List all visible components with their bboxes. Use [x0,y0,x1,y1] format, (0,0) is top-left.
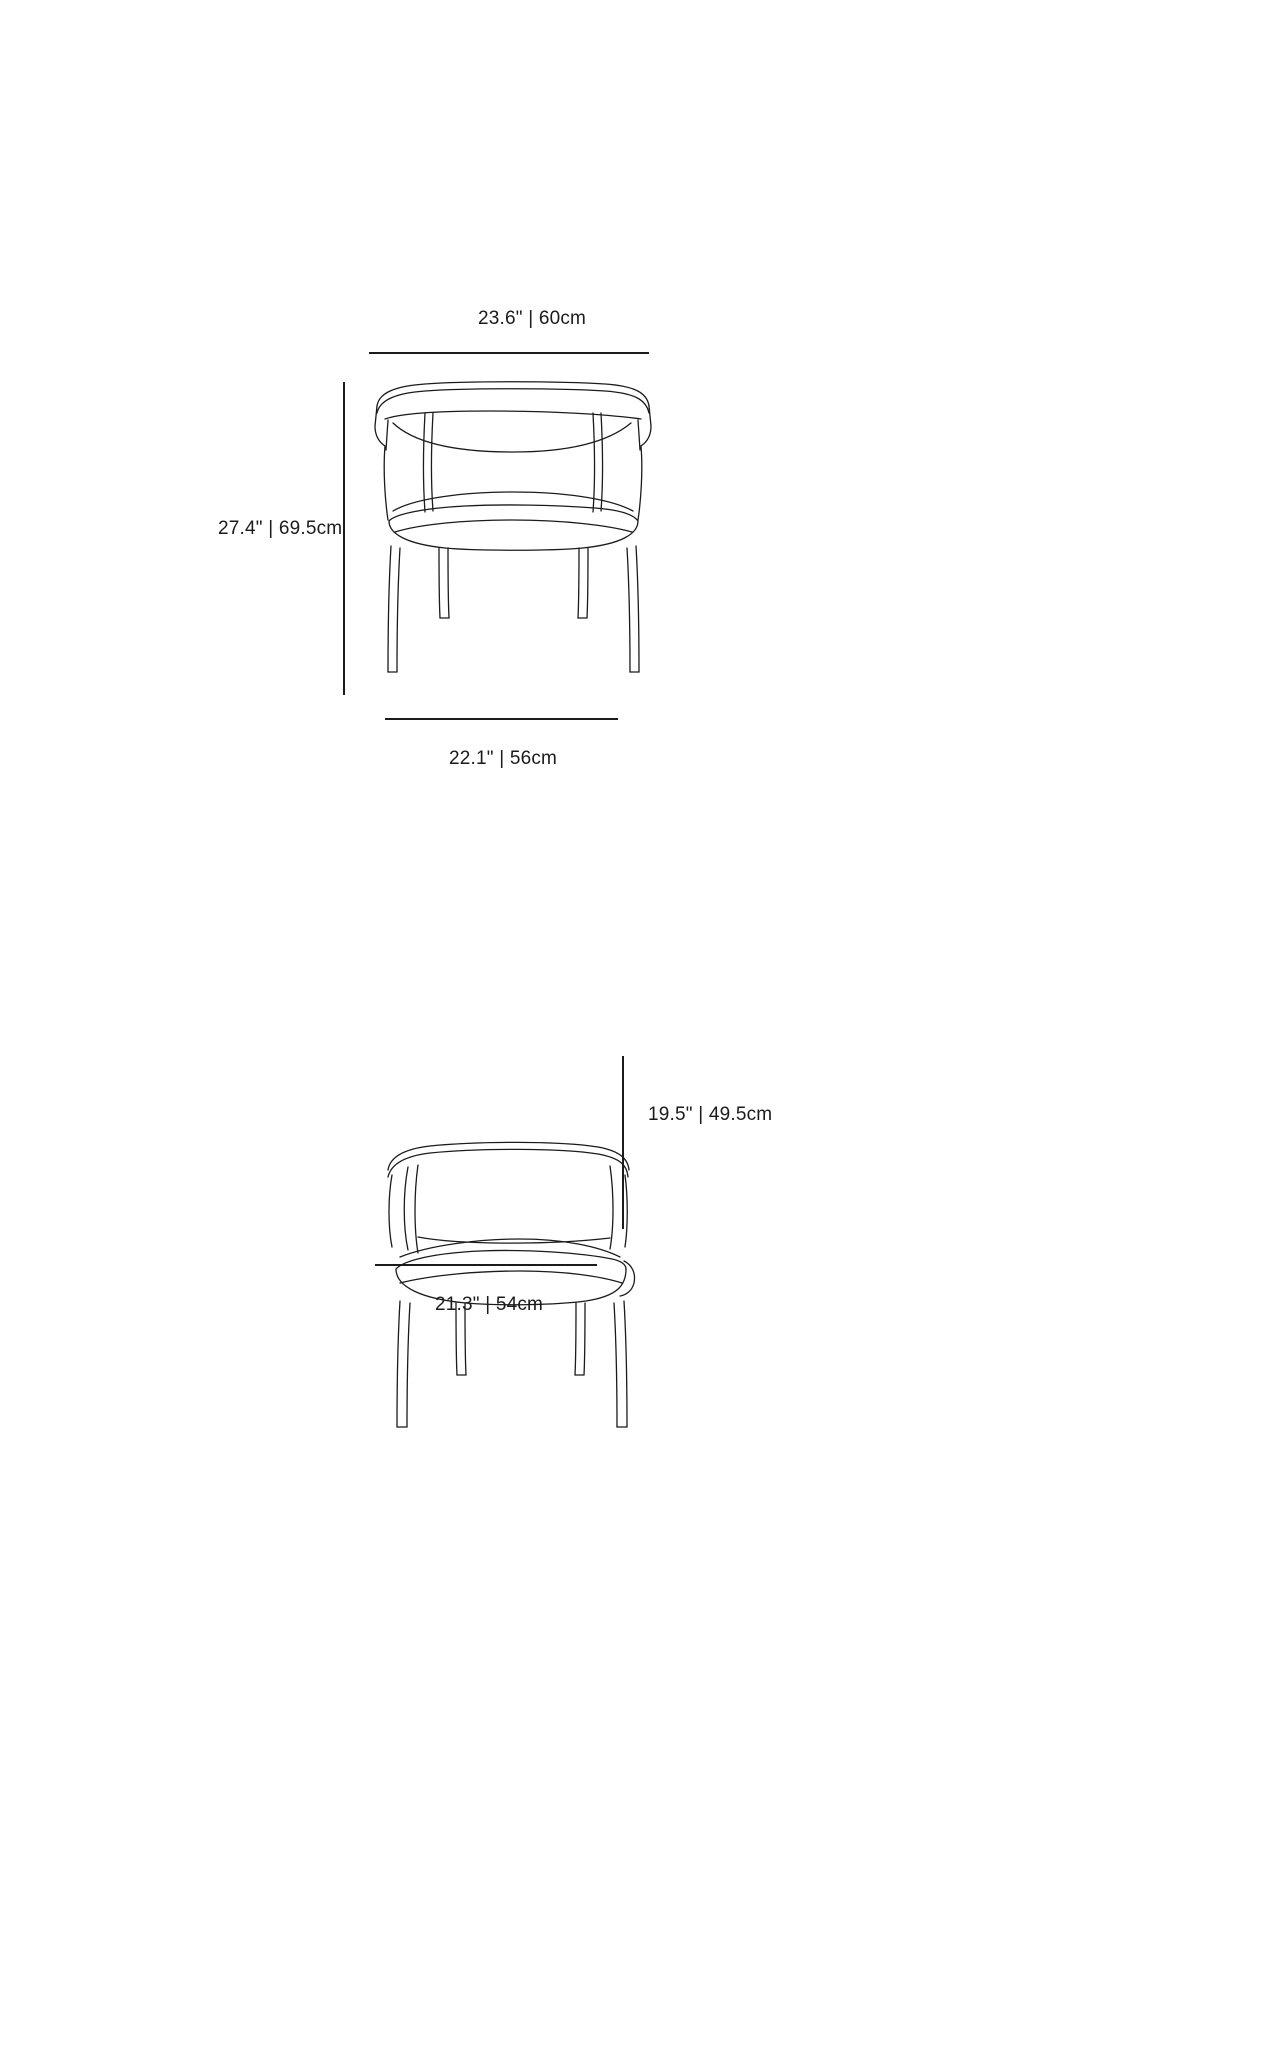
front-view [0,308,1277,1040]
front-depth-rule [385,718,618,720]
front-height-rule [343,382,345,695]
side-width-label: 21.3" | 54cm [435,1294,544,1315]
front-width-label: 23.6" | 60cm [478,308,587,329]
front-height-label: 27.4" | 69.5cm [218,518,343,539]
front-width-rule [369,352,649,354]
side-seat-height-label: 19.5" | 49.5cm [648,1104,773,1125]
side-width-rule [375,1264,597,1266]
side-view [0,1104,1277,1780]
front-depth-label: 22.1" | 56cm [449,748,558,769]
side-seat-height-rule [622,1056,624,1229]
chair-front-illustration [355,380,715,710]
